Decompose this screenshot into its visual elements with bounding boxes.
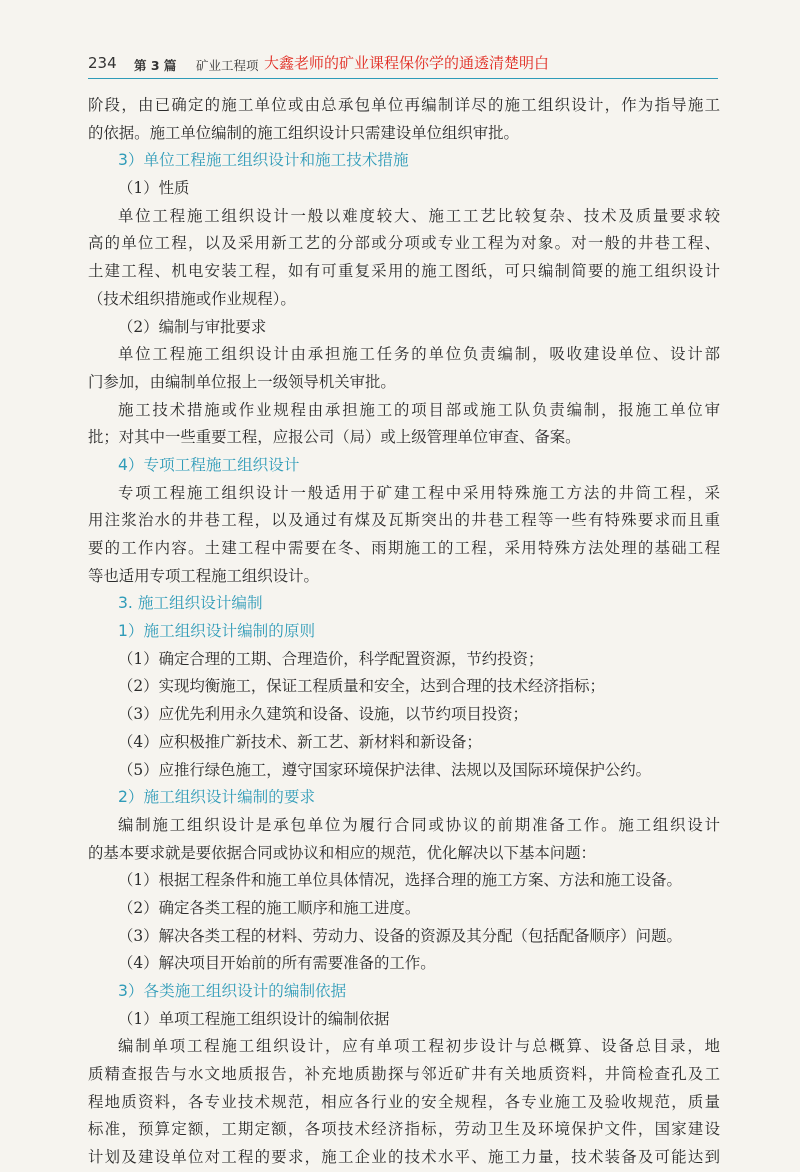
body-line: 程地质资料，各专业技术规范，相应各行业的安全规程，各专业施工及验收规范，质量: [88, 1092, 720, 1111]
part-title: 矿业工程项: [196, 58, 259, 73]
body-line: （4）应积极推广新技术、新工艺、新材料和新设备；: [118, 732, 482, 751]
section-heading: 3）各类施工组织设计的编制依据: [118, 982, 347, 1000]
page-header: [88, 50, 718, 79]
body-line: 专项工程施工组织设计一般适用于矿建工程中采用特殊施工方法的井筒工程，采: [118, 483, 720, 502]
page-number: 234: [88, 54, 117, 72]
body-line: 用注浆治水的井巷工程，以及通过有煤及瓦斯突出的井巷工程等一些有特殊要求而且重: [88, 511, 720, 530]
section-heading: 3）单位工程施工组织设计和施工技术措施: [118, 151, 409, 170]
body-line: 批；对其中一些重要工程，应报公司（局）或上级管理单位审查、备案。: [88, 428, 581, 447]
body-line: 编制施工组织设计是承包单位为履行合同或协议的前期准备工作。施工组织设计: [118, 815, 720, 834]
body-line: （3）应优先利用永久建筑和设备、设施，以节约项目投资；: [118, 705, 528, 724]
body-line: 阶段，由已确定的施工单位或由总承包单位再编制详尽的施工组织设计，作为指导施工: [88, 96, 720, 114]
body-line: （2）实现均衡施工，保证工程质量和安全，达到合理的技术经济指标；: [118, 677, 605, 696]
body-line: （3）解决各类工程的材料、劳动力、设备的资源及其分配（包括配备顺序）问题。: [118, 926, 682, 945]
body-line: 质精查报告与水文地质报告，补充地质勘探与邻近矿井有关地质资料，井筒检查孔及工: [88, 1065, 720, 1084]
watermark-text: 大鑫老师的矿业课程保你学的通透清楚明白: [264, 54, 550, 72]
body-line: 标准，预算定额，工期定额，各项技术经济指标，劳动卫生及环境保护文件，国家建设: [88, 1120, 720, 1139]
body-line: 编制单项工程施工组织设计，应有单项工程初步设计与总概算、设备总目录，地: [118, 1037, 720, 1056]
body-line: 土建工程、机电安装工程，如有可重复采用的施工图纸，可只编制简要的施工组织设计: [88, 262, 720, 281]
body-line: 的依据。施工单位编制的施工组织设计只需建设单位组织审批。: [88, 123, 519, 142]
body-line: （1）性质: [118, 179, 190, 198]
body-line: 计划及建设单位对工程的要求，施工企业的技术水平、施工力量，技术装备及可能达到: [88, 1148, 720, 1167]
body-line: 施工技术措施或作业规程由承担施工的项目部或施工队负责编制，报施工单位审: [118, 400, 720, 419]
section-heading: 2）施工组织设计编制的要求: [118, 788, 316, 807]
page-body: [88, 92, 720, 1172]
section-heading: 4）专项工程施工组织设计: [118, 455, 300, 474]
body-line: （5）应推行绿色施工，遵守国家环境保护法律、法规以及国际环境保护公约。: [118, 760, 652, 779]
body-line: （2）确定各类工程的施工顺序和施工进度。: [118, 898, 421, 917]
body-line: （技术组织措施或作业规程）。: [88, 289, 296, 308]
body-line: 门参加，由编制单位报上一级领导机关审批。: [88, 372, 396, 391]
section-heading: 3. 施工组织设计编制: [118, 594, 263, 613]
body-line: （4）解决项目开始前的所有需要准备的工作。: [118, 954, 436, 973]
body-line: （1）确定合理的工期、合理造价，科学配置资源，节约投资；: [118, 649, 544, 668]
body-line: （1）根据工程条件和施工单位具体情况，选择合理的施工方案、方法和施工设备。: [118, 871, 682, 890]
body-line: 单位工程施工组织设计由承担施工任务的单位负责编制，吸收建设单位、设计部: [118, 345, 720, 364]
part-label: 第 3 篇: [134, 58, 177, 73]
body-line: （2）编制与审批要求: [118, 317, 267, 336]
body-line: 的基本要求就是要依据合同或协议和相应的规范，优化解决以下基本问题：: [88, 843, 596, 862]
section-heading: 1）施工组织设计编制的原则: [118, 622, 316, 641]
body-line: （1）单项工程施工组织设计的编制依据: [118, 1009, 390, 1028]
body-line: 高的单位工程，以及采用新工艺的分部或分项或专业工程为对象。对一般的井巷工程、: [88, 234, 720, 253]
body-line: 单位工程施工组织设计一般以难度较大、施工工艺比较复杂、技术及质量要求较: [118, 206, 720, 225]
body-line: 要的工作内容。土建工程中需要在冬、雨期施工的工程，采用特殊方法处理的基础工程: [88, 539, 720, 557]
body-line: 等也适用专项工程施工组织设计。: [88, 566, 319, 585]
